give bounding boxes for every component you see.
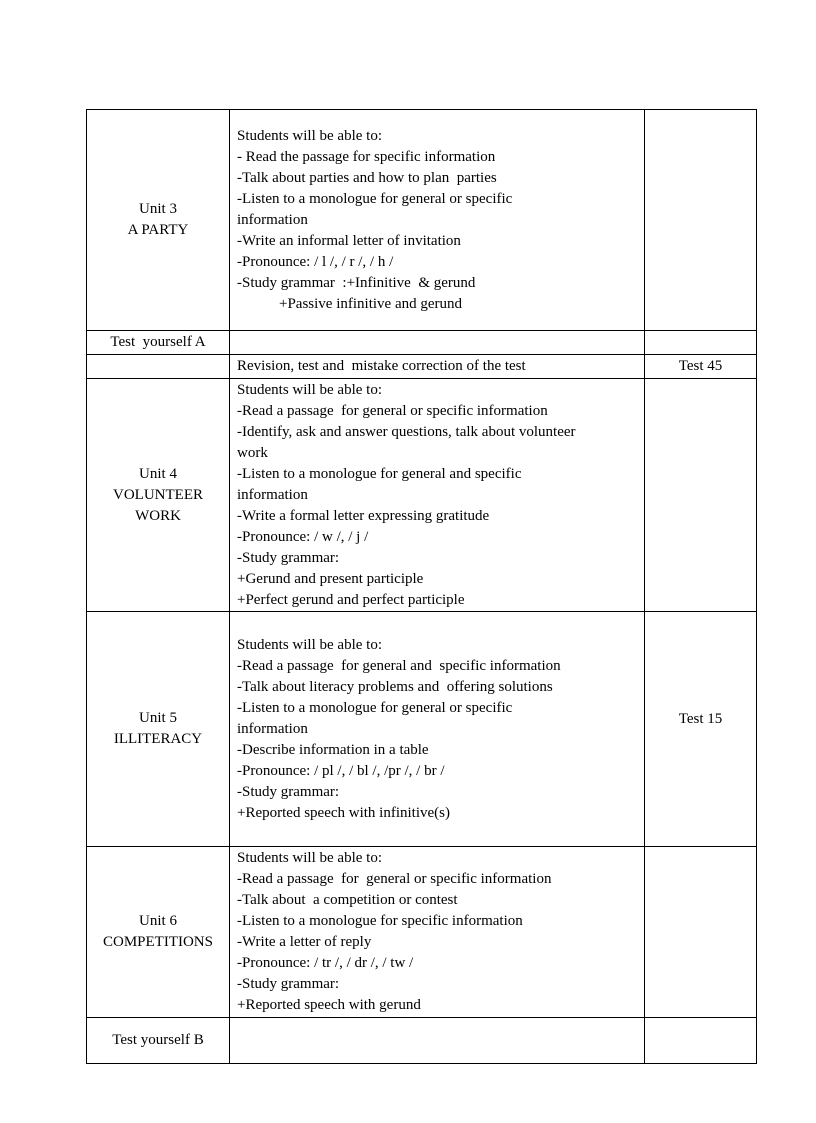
objective-line: -Describe information in a table [237, 741, 429, 758]
unit-number: Unit 3 [139, 201, 177, 217]
unit-cell [87, 355, 230, 379]
unit-cell [87, 331, 230, 355]
table-row [87, 110, 757, 331]
unit-title: Test yourself B [112, 1032, 204, 1048]
objective-line: -Study grammar :+Infinitive & gerund [237, 274, 476, 291]
objective-line: Students will be able to: [237, 127, 382, 144]
table-row [87, 612, 757, 847]
objective-line: -Read a passage for general or specific information [237, 402, 548, 419]
objective-line: information [237, 486, 308, 503]
unit-cell [87, 847, 230, 1018]
objectives-cell [230, 110, 645, 331]
table-row [87, 355, 757, 379]
objectives-cell [230, 331, 645, 355]
objective-line: -Identify, ask and answer questions, talk about volunteer [237, 423, 576, 440]
unit-title: VOLUNTEER [113, 486, 203, 503]
table-row [87, 379, 757, 612]
objective-line: information [237, 211, 308, 228]
test-cell [645, 847, 757, 1018]
objectives-cell [230, 847, 645, 1018]
test-cell [645, 331, 757, 355]
unit-title: A PARTY [127, 222, 189, 238]
test-cell [645, 110, 757, 331]
table-row [87, 1018, 757, 1064]
objective-line: -Pronounce: / l /, / r /, / h / [237, 253, 394, 270]
objective-line: -Write a letter of reply [237, 934, 372, 950]
unit-cell [87, 379, 230, 612]
unit-title: ILLITERACY [113, 731, 203, 747]
objective-line: -Talk about a competition or contest [237, 892, 458, 908]
unit-number: Unit 5 [139, 710, 177, 726]
test-cell [645, 612, 757, 847]
objective-line: -Write a formal letter expressing gratitude [237, 507, 490, 524]
test-label: Test 15 [678, 710, 723, 727]
objective-line: +Gerund and present participle [237, 570, 424, 587]
unit-number: Unit 4 [139, 465, 177, 482]
objective-line: +Reported speech with infinitive(s) [237, 804, 450, 821]
objective-line: Students will be able to: [237, 381, 382, 398]
objective-line: Students will be able to: [237, 636, 382, 653]
unit-title: WORK [135, 507, 181, 524]
objective-line: -Pronounce: / pl /, / bl /, /pr /, / br / [237, 762, 445, 779]
objective-line: -Write an informal letter of invitation [237, 232, 461, 249]
unit-title: Test yourself A [110, 334, 206, 350]
test-cell: Test 45 [645, 355, 757, 379]
objective-line: -Listen to a monologue for general or specific [237, 699, 513, 716]
objective-line: -Listen to a monologue for specific information [237, 913, 523, 929]
objective-line: -Read a passage for general or specific information [237, 871, 552, 887]
objective-line: +Perfect gerund and perfect participle [237, 591, 465, 608]
objective-line: -Talk about literacy problems and offering solutions [237, 678, 553, 695]
table-row [87, 847, 757, 1018]
objective-line: Revision, test and mistake correction of the test [237, 358, 526, 374]
objectives-cell [230, 379, 645, 612]
objective-line: -Listen to a monologue for general or specific [237, 190, 513, 207]
objective-line: -Talk about parties and how to plan parties [237, 169, 497, 186]
objective-line: -Study grammar: [237, 549, 340, 566]
objective-line: -Pronounce: / tr /, / dr /, / tw / [237, 955, 414, 971]
objective-line: information [237, 720, 308, 737]
unit-cell [87, 612, 230, 847]
unit-cell [87, 110, 230, 331]
objective-line: -Study grammar: [237, 783, 340, 800]
objective-line: +Reported speech with gerund [237, 997, 421, 1013]
objective-line: work [237, 444, 268, 461]
table-row [87, 331, 757, 355]
objective-line: -Listen to a monologue for general and specific [237, 465, 522, 482]
objective-line: Students will be able to: [237, 850, 382, 866]
objective-line: -Study grammar: [237, 976, 340, 992]
unit-number: Unit 6 [139, 913, 177, 929]
objectives-cell [230, 612, 645, 847]
syllabus-table [86, 109, 757, 1064]
unit-title: COMPETITIONS [102, 934, 213, 950]
test-cell [645, 1018, 757, 1064]
objective-line: -Pronounce: / w /, / j / [237, 528, 369, 545]
objective-line: -Read a passage for general and specific information [237, 657, 561, 674]
objectives-cell [230, 355, 645, 379]
test-cell [645, 379, 757, 612]
objective-line: - Read the passage for specific information [237, 148, 496, 165]
unit-cell [87, 1018, 230, 1064]
objectives-cell [230, 1018, 645, 1064]
objective-line: +Passive infinitive and gerund [279, 295, 463, 312]
